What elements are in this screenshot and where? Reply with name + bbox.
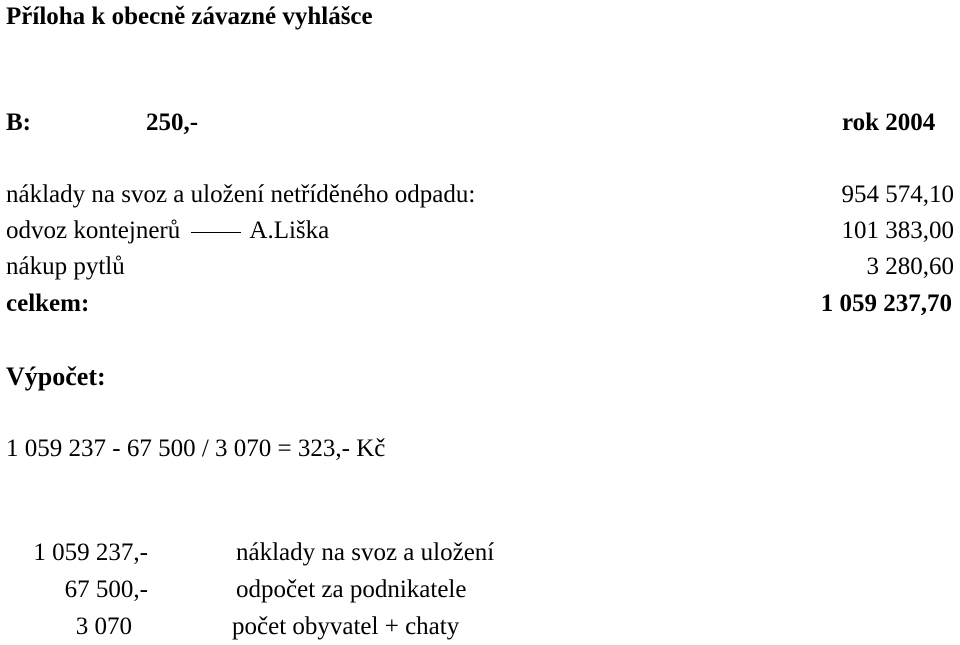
year-label: rok 2004	[842, 109, 936, 136]
legend-text: odpočet za podnikatele	[236, 576, 467, 603]
total-label: celkem:	[6, 290, 90, 317]
b-value: 250,-	[146, 109, 199, 136]
total-value: 1 059 237,70	[820, 290, 952, 317]
cost-value-disposal: 954 574,10	[841, 181, 954, 208]
cost-label-containers: odvoz kontejnerů A.Liška	[6, 217, 330, 244]
legend-text: počet obyvatel + chaty	[232, 613, 460, 640]
cost-label-disposal: náklady na svoz a uložení netříděného odpadu:	[6, 181, 476, 208]
cost-value-containers: 101 383,00	[841, 217, 954, 244]
calculation-formula: 1 059 237 - 67 500 / 3 070 = 323,- Kč	[6, 435, 386, 462]
cost-value-bags: 3 280,60	[866, 253, 954, 280]
legend-text: náklady na svoz a uložení	[236, 539, 495, 566]
b-label: B:	[6, 109, 31, 136]
cost-label-bags: nákup pytlů	[6, 253, 125, 280]
legend-number: 3 070	[75, 613, 132, 640]
legend-number: 67 500,-	[64, 576, 148, 603]
calculation-heading: Výpočet:	[6, 362, 106, 391]
legend-number: 1 059 237,-	[33, 539, 148, 566]
page-title: Příloha k obecně závazné vyhlášce	[6, 3, 373, 30]
